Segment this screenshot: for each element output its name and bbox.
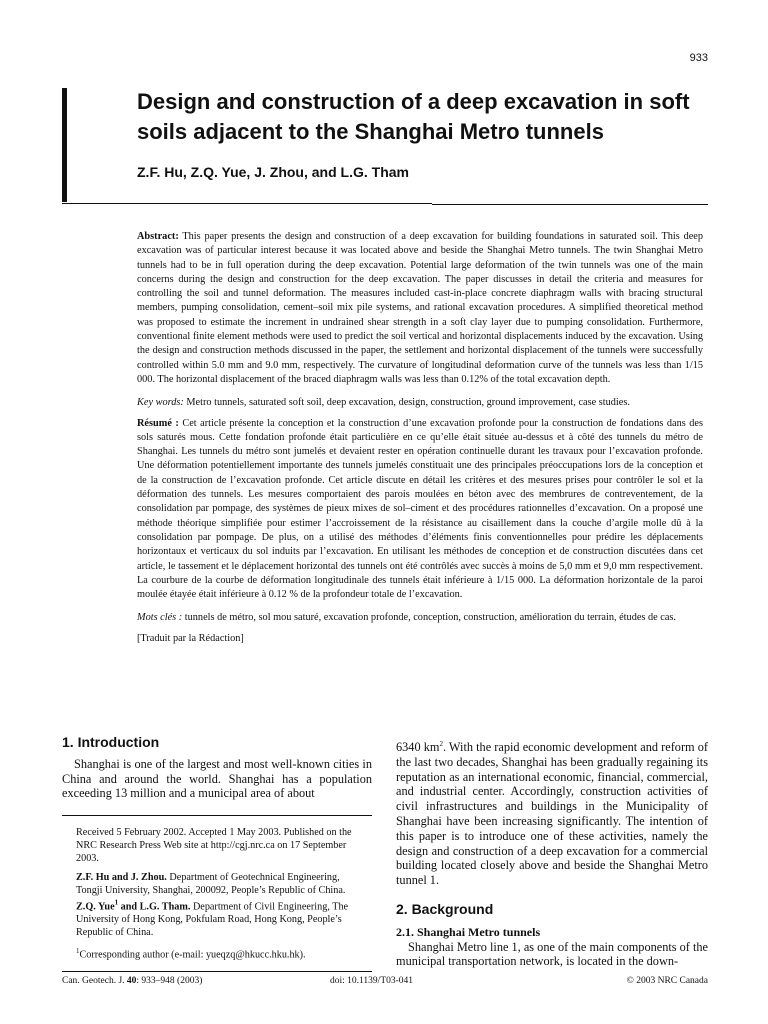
affiliation-2-text: Department of Civil Engineering, The University of Hong Kong, Pokfulam Road, Hong Kong, People’s Republic of China. [76, 901, 349, 939]
background-paragraph: Shanghai Metro line 1, as one of the main components of the municipal transportation network, is located in the down- [396, 939, 708, 969]
affiliation-1-text: Department of Geotechnical Engineering, Tongji University, Shanghai, 200092, People’s Republic of China. [76, 872, 346, 896]
abstract-label: Abstract: [137, 231, 179, 242]
translation-note: [Traduit par la Rédaction] [137, 632, 244, 644]
keywords-text: Metro tunnels, saturated soft soil, deep excavation, design, construction, ground improvement, case studies. [186, 397, 630, 409]
title-rule-right [432, 204, 708, 205]
doi: doi: 10.1139/T03-041 [330, 976, 414, 986]
affiliation-1 [76, 871, 368, 897]
keywords-label: Key words: [137, 397, 184, 409]
affiliation-1-names: Z.F. Hu and J. Zhou. [76, 872, 167, 883]
corresponding-sup: 1 [76, 947, 80, 956]
resume-label: Résumé : [137, 417, 179, 429]
corresponding-text: Corresponding author (e-mail: yueqzq@hkucc.hku.hk). [79, 949, 306, 961]
superscript-2: 2 [439, 740, 443, 748]
paper-title: Design and construction of a deep excavation in soft soils adjacent to the Shanghai Metro tunnels [137, 89, 690, 144]
resume-text: Cet article présente la conception et la construction d’une excavation profonde pour la construction de fondations dans des sols saturés mous. Cette fondation profonde était particulière en ce qu’elle était située au-dessus et à côté des tunnels du métro de Shanghai. Les tunnels du métro sont jumelés et devaient rester en opération continuelle durant les travaux pour l’excavation profonde. Une déformation potentiellement importante des tunnels jumelés constituait une des principales préoccupations lors de la conception et de la construction de l’excavation profonde. Cet article discute en détail les critères et des mesures prises pour contrôler le sol et la déformation des tunnels. Les mesures comportaient des parois moulées en béton avec des membrures de contreventement, de la consolidation par pompage, des systèmes de pieux mixes de sol–ciment et des procédures rationnelles d’excavation. On a proposé une méthode théorique simplifiée pour estimer l’accroissement de la résistance au cisaillement dans la couche d’argile molle dû à la consolidation par pompage. De plus, on a utilisé des méthodes d’éléments finis conventionnelles pour prédire les déplacements horizontaux et verticaux du sol induits par l’excavation. En utilisant les méthodes de conception et de construction discutées dans cet article, le tassement et le déplacement horizontal des tunnels ont été contrôlés avec succès à moins de 5,0 mm et 9,0 mm respectivement. La courbure de la courbe de déformation longitudinale des tunnels était inférieure à 1/15 000. La déformation horizontale de la paroi moulée étayée était inférieure à 0.12 % de la profondeur totale de l’excavation. [137, 417, 703, 601]
affiliation-2-names-a: Z.Q. Yue [76, 901, 115, 913]
right-column [396, 737, 708, 969]
author-list: Z.F. Hu, Z.Q. Yue, J. Zhou, and L.G. Tham [137, 164, 409, 180]
title-rule-left [62, 203, 432, 204]
left-column [62, 735, 372, 801]
mots-cles-text: tunnels de métro, sol mou saturé, excavation profonde, conception, construction, amélioration du terrain, études de cas. [184, 612, 677, 624]
intro-paragraph-1-continued: 6340 $km^2$. With the rapid economic development and reform of the last two decades, Shanghai has been gradually regaining its reputation as an international economic, financial, commercial, and industrial center. Accordingly, construction activities of civil infrastructures and buildings in the Municipality of Shanghai have been increasing significantly. The intention of this paper is to introduce one of these activities, namely the design and construction of a deep excavation for a commercial building located closely above and beside the Shanghai Metro tunnel 1. [396, 740, 708, 888]
resume-paragraph [137, 417, 703, 603]
abstract-paragraph [137, 230, 703, 387]
title-accent-bar [62, 88, 67, 202]
abstract-text: This paper presents the design and construction of a deep excavation for building foundations in saturated soil. This deep excavation was of particular interest because it was located above and beside the Shanghai Metro tunnels. The twin Shanghai Metro tunnels had to be in full operation during the deep excavation. Potential large deformation of the twin tunnels was one of the main concerns during the design and construction for the deep excavation. The paper discusses in detail the criteria and measures for controlling the soil and tunnel deformation. The measures included cast-in-place concrete diaphragm walls with bracing structural members, pumping consolidation, cement–soil mix pile systems, and rational excavation procedures. A simplified theoretical method was proposed to estimate the increment in undrained shear strength in a soft clay layer due to pumping consolidation. Furthermore, conventional finite element methods were used to predict the soil vertical and horizontal displacements induced by the excavation. Using the design and construction methods discussed in the paper, the settlement and horizontal displacement of the tunnels were successfully controlled within 5.0 mm and 9.0 mm, respectively. The curvature of longitudinal deformation curve of the tunnels was less than 1/15 000. The horizontal displacement of the braced diaphragm walls was less than 0.12% of the total excavation depth. [137, 231, 704, 385]
background-heading: 2. Background [396, 901, 494, 918]
affiliation-2 [76, 897, 368, 939]
footnote-box [62, 815, 372, 972]
received-note: Received 5 February 2002. Accepted 1 May 2003. Published on the NRC Research Press Web site at http://cgj.nrc.ca on 17 September 2003. [76, 827, 352, 864]
corresponding-author [76, 945, 368, 961]
abstract-block [137, 230, 703, 655]
keywords-paragraph [137, 396, 703, 410]
intro-paragraph-1: Shanghai is one of the largest and most well-known cities in China and around the world. Shanghai has a population exceeding 13 million and a municipal area of about [62, 756, 372, 801]
page-number: 933 [689, 52, 708, 64]
mots-cles-paragraph [137, 611, 703, 625]
journal-citation: Can. Geotech. J. 40: 933–948 (2003) [62, 976, 203, 986]
mots-cles-label: Mots clés : [137, 612, 183, 624]
affiliation-2-sup: 1 [114, 899, 119, 907]
affiliation-2-names-b: and L.G. Tham. [118, 901, 191, 913]
copyright: © 2003 NRC Canada [626, 976, 708, 986]
intro-heading: 1. Introduction [62, 734, 160, 750]
metro-tunnels-subheading: 2.1. Shanghai Metro tunnels [396, 924, 541, 939]
